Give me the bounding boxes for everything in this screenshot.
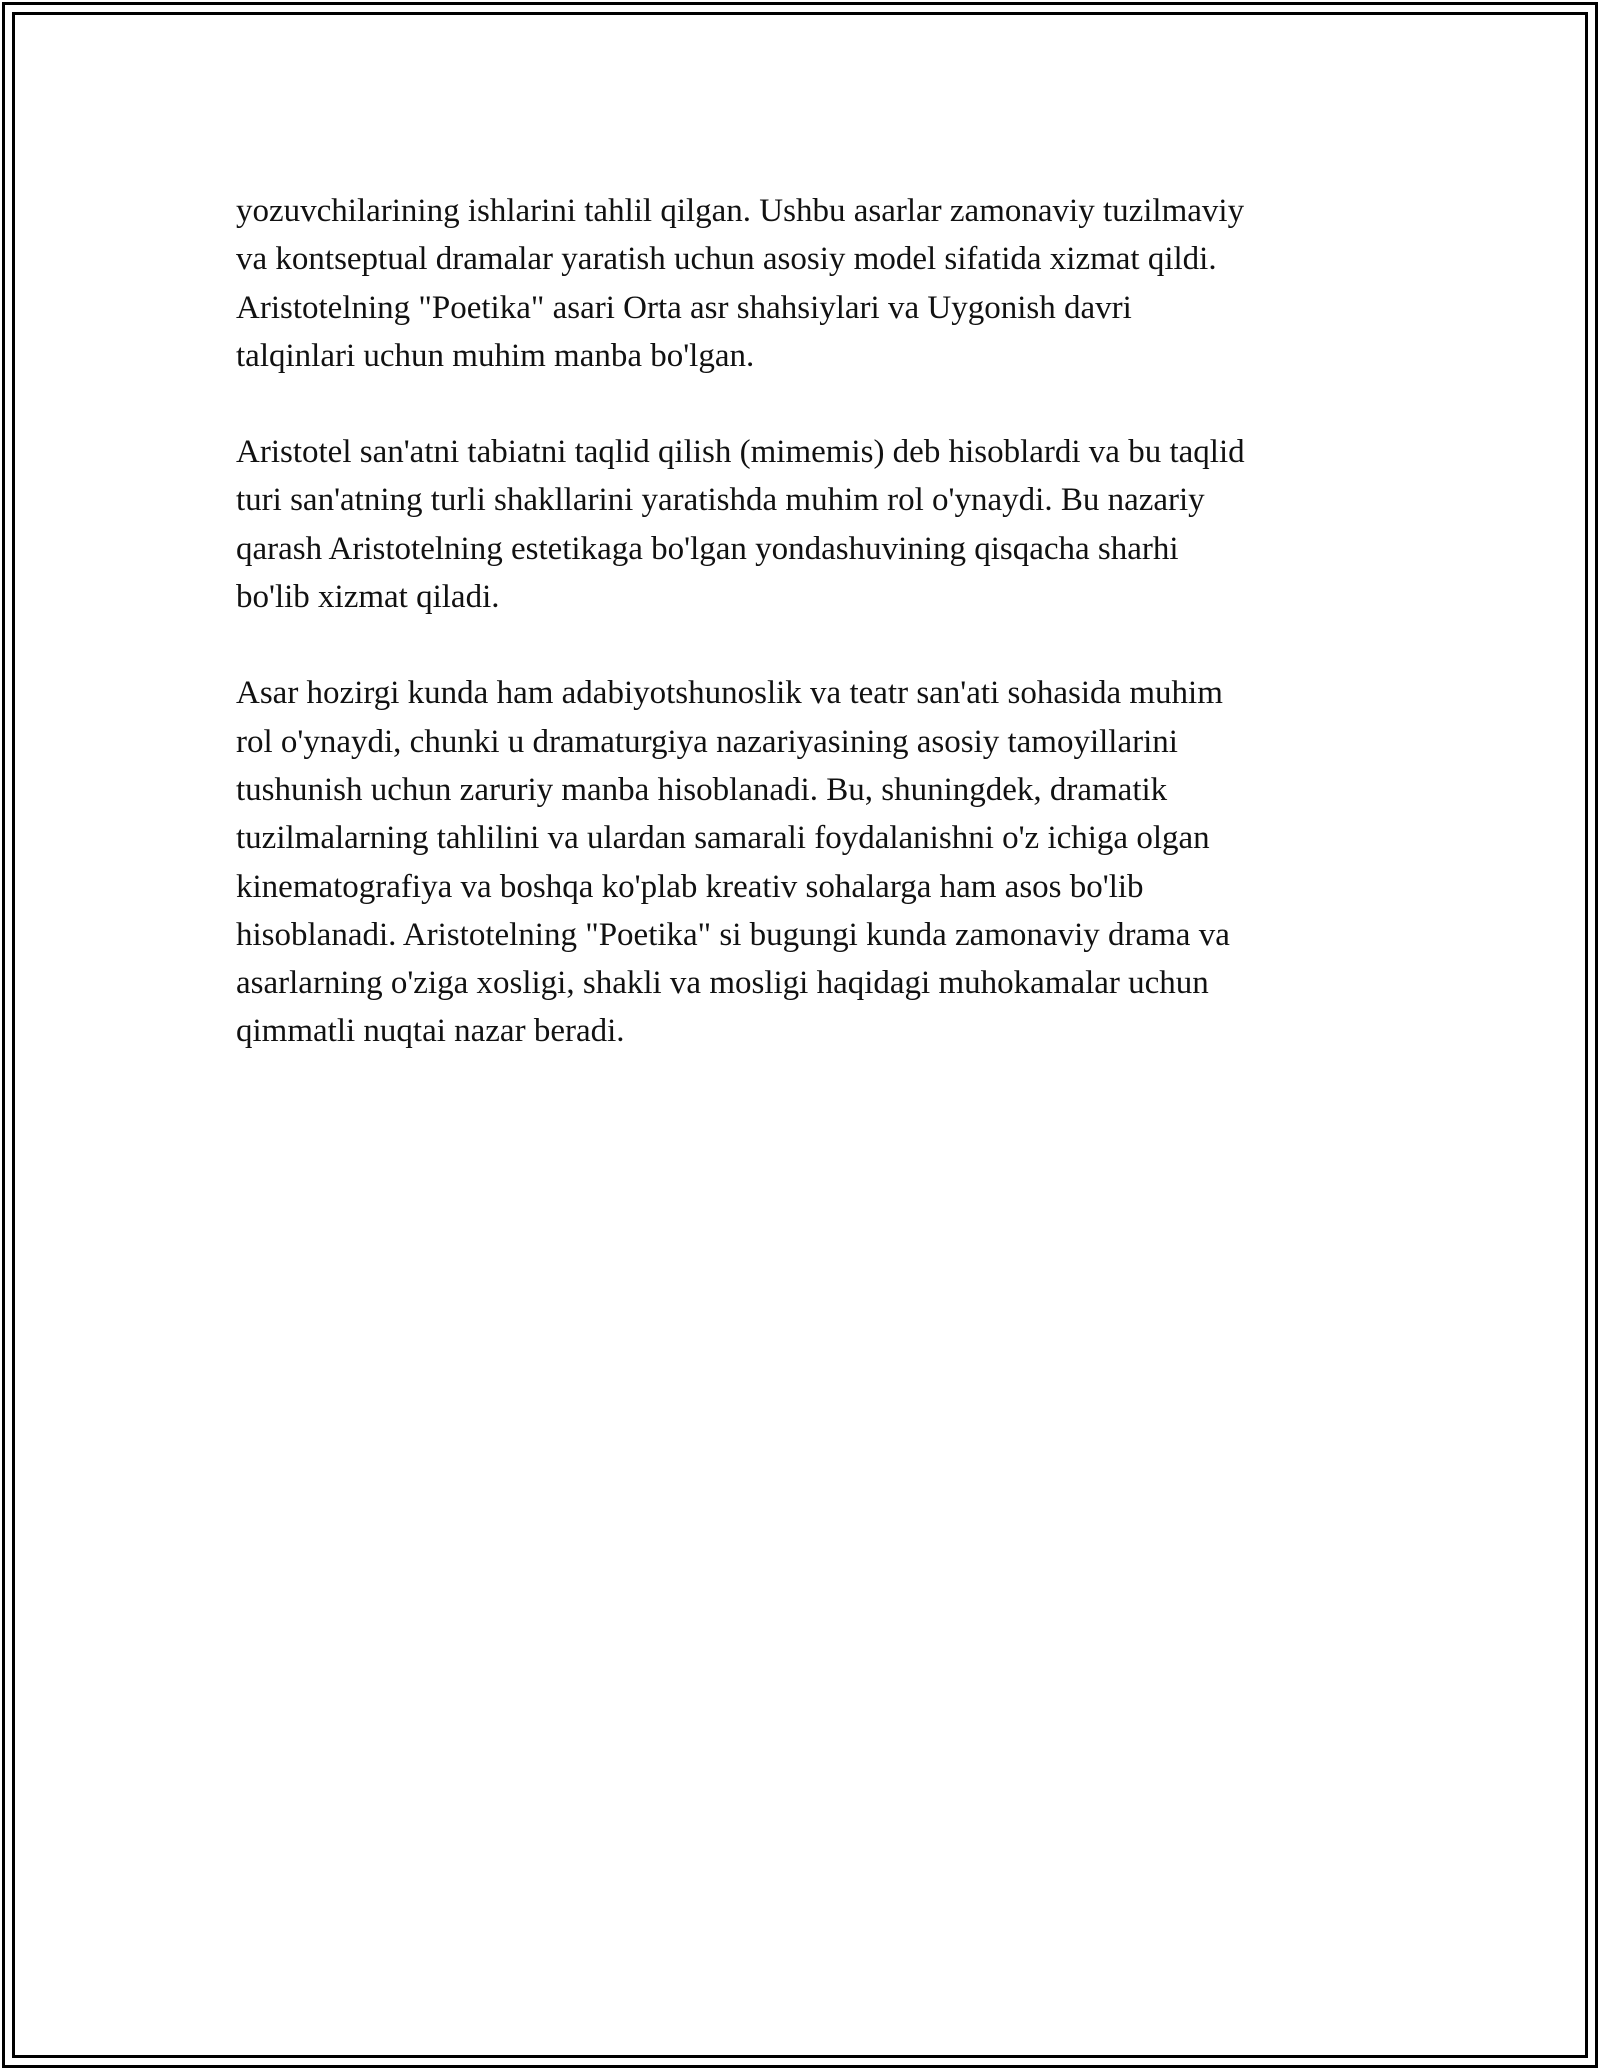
paragraph-1: yozuvchilarining ishlarini tahlil qilgan. Ushbu asarlar zamonaviy tuzilmaviy va kontseptual dramalar yaratish uchun asosiy model sifatida xizmat qildi. Aristotelning "Poetika" asari Orta asr shahsiylari va Uygonish davri talqinlari uchun muhim manba bo'lgan.	[236, 193, 1245, 374]
paragraph-2: Aristotel san'atni tabiatni taqlid qilish (mimemis) deb hisoblardi va bu taqlid turi san'atning turli shakllarini yaratishda muhim rol o'ynaydi. Bu nazariy qarash Aristotelning estetikaga bo'lgan yondashuvining qisqacha sharhi bo'lib xizmat qiladi.	[236, 434, 1245, 616]
paragraph-3: Asar hozirgi kunda ham adabiyotshunoslik va teatr san'ati sohasida muhim rol o'ynaydi, chunki u dramaturgiya nazariyasining asosiy tamoyillarini tushunish uchun zaruriy manba hisoblanadi. Bu, shuningdek, dramatik tuzilmalarning tahlilini va ulardan samarali foydalanishni o'z ichiga olgan kinematografiya va boshqa ko'plab kreativ sohalarga ham asos bo'lib hisoblanadi. Aristotelning "Poetika" si bugungi kunda zamonaviy drama va asarlarning o'ziga xosligi, shakli va mosligi haqidagi muhokamalar uchun qimmatli nuqtai nazar beradi.	[236, 675, 1230, 1050]
document-body	[236, 187, 1366, 1104]
